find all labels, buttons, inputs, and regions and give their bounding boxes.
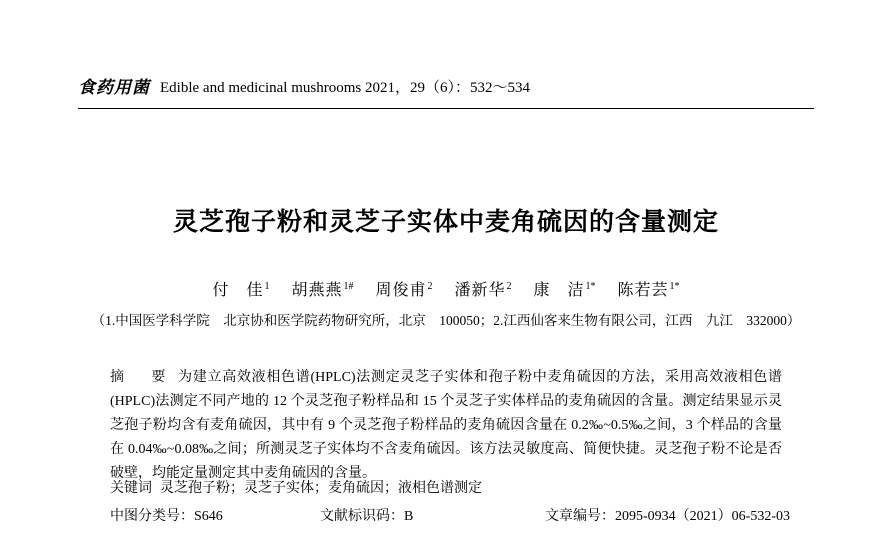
author-item bbox=[455, 282, 512, 299]
journal-citation: Edible and medicinal mushrooms 2021，29（6）：532～534 bbox=[160, 80, 530, 96]
keywords-block bbox=[110, 478, 782, 500]
header-divider bbox=[78, 108, 814, 109]
author-name: 胡燕燕 bbox=[291, 282, 343, 300]
document-code bbox=[320, 506, 545, 528]
abstract-block bbox=[110, 366, 782, 486]
author-item bbox=[534, 282, 596, 299]
author-name: 付 佳 bbox=[212, 282, 264, 300]
author-name: 陈若芸 bbox=[617, 282, 669, 300]
clc-code bbox=[110, 506, 320, 528]
author-affiliation-marker: 1* bbox=[669, 281, 680, 292]
classification-codes bbox=[110, 506, 810, 528]
author-affiliation-marker: 1# bbox=[343, 281, 354, 292]
article-number-value: 2095-0934（2021）06-532-03 bbox=[615, 509, 790, 524]
abstract-label: 摘 要 bbox=[110, 370, 173, 385]
clc-label: 中图分类号： bbox=[110, 509, 194, 524]
clc-value: S646 bbox=[194, 509, 223, 524]
author-name: 周俊甫 bbox=[375, 282, 427, 300]
affiliation-line: （1.中国医学科学院 北京协和医学院药物研究所，北京 100050；2.江西仙客来生物有限公司，江西 九江 332000） bbox=[91, 313, 801, 328]
author-name: 康 洁 bbox=[533, 282, 585, 300]
author-name: 潘新华 bbox=[454, 282, 506, 300]
author-item bbox=[212, 282, 269, 299]
document-code-value: B bbox=[404, 509, 414, 524]
abstract-text: 为建立高效液相色谱(HPLC)法测定灵芝子实体和孢子粉中麦角硫因的方法，采用高效液相色谱(HPLC)法测定不同产地的 12 个灵芝孢子粉样品和 15 个灵芝子实体样品的麦角硫因的含量。测定结果显示灵芝孢子粉均含有麦角硫因，其中有 9 个灵芝孢子粉样品的麦角硫因含量在 0.2‰~0.5‰之间，3 个样品的含量在 0.04‰~0.08‰之间；所测灵芝子实体均不含麦角硫因。该方法灵敏度高、简便快捷。灵芝孢子粉不论是否破壁，均能定量测定其中麦角硫因的含量。 bbox=[110, 370, 783, 482]
journal-logo: 食药用菌 bbox=[78, 78, 150, 98]
page-title: 灵芝孢子粉和灵芝子实体中麦角硫因的含量测定 bbox=[172, 207, 719, 236]
author-item bbox=[375, 282, 432, 299]
keywords-text: 灵芝孢子粉；灵芝子实体；麦角硫因；液相色谱测定 bbox=[160, 481, 482, 496]
running-head bbox=[78, 80, 814, 98]
keywords-label: 关键词 bbox=[110, 481, 152, 496]
author-affiliation-marker: 1 bbox=[264, 281, 270, 292]
author-list bbox=[0, 280, 892, 303]
author-item bbox=[291, 282, 353, 299]
author-item bbox=[618, 282, 680, 299]
document-code-label: 文献标识码： bbox=[320, 509, 404, 524]
article-number-label: 文章编号： bbox=[545, 509, 615, 524]
author-affiliation-marker: 1* bbox=[585, 281, 596, 292]
author-affiliation-marker: 2 bbox=[427, 281, 433, 292]
author-affiliation-marker: 2 bbox=[506, 281, 512, 292]
article-number bbox=[545, 506, 810, 528]
